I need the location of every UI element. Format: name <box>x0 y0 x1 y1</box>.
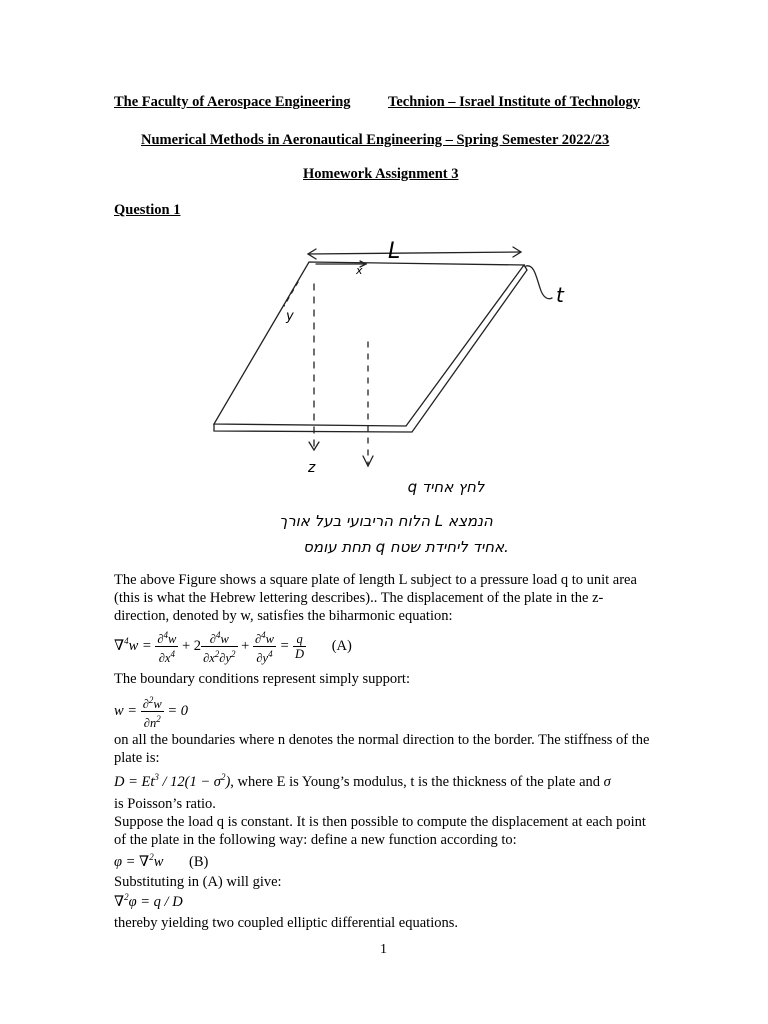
paragraph-procedure: Suppose the load q is constant. It is then possible to compute the displacement at each point of the plate in the following way: define a new function according to: <box>114 814 646 848</box>
label-y: y <box>286 309 294 324</box>
label-z: z <box>308 460 316 476</box>
hebrew-line-1: q לחץ אחיד <box>407 478 485 496</box>
poisson-line: is Poisson’s ratio. <box>114 796 216 812</box>
plate-figure <box>196 236 576 564</box>
faculty-name: The Faculty of Aerospace Engineering <box>114 94 351 110</box>
question-title: Question 1 <box>114 202 181 218</box>
y-axis-line <box>284 282 298 306</box>
equation-A: ∇$^4$w = $\frac{\partial^4w}{\partial x^4}$ + 2 $\frac{\partial^4w}{\partial x^2\partial y^2}$ + $\frac{\partial^4w}{\partial y^4}$ = $\frac{q}{D}$ (A) <box>114 630 352 666</box>
stiffness-line: $D = Et^3 / 12(1 - \sigma^2)$, where E is Young’s modulus, t is the thickness of the plate and σ <box>114 772 611 790</box>
label-t: t <box>556 283 564 307</box>
equation-A-tag: (A) <box>331 637 352 654</box>
page-number: 1 <box>380 942 387 957</box>
equation-laplace-phi: ∇$^2$φ = q / D <box>114 892 183 910</box>
plate-thickness-edge <box>214 265 527 432</box>
paragraph-boundary: The boundary conditions represent simply support: <box>114 671 410 687</box>
paragraph-intro: The above Figure shows a square plate of length L subject to a pressure load q to unit area (this is what the Hebrew lettering describes).. The displacement of the plate in the z-direction, denoted by w, satisfies the biharmonic equation: <box>114 572 637 624</box>
thickness-leader <box>526 266 552 299</box>
L-dimension-line <box>308 252 521 254</box>
plate-top-face <box>214 262 524 426</box>
equation-B: φ = ∇$^2$w (B) <box>114 852 209 870</box>
paragraph-stiffness: on all the boundaries where n denotes the normal direction to the border. The stiffness of the plate is: <box>114 732 650 766</box>
equation-B-tag: (B) <box>188 853 209 870</box>
label-x: x <box>356 264 363 277</box>
assignment-title: Homework Assignment 3 <box>303 166 459 182</box>
hebrew-line-2: הלוח הריבועי בעל אורך L הנמצא <box>279 512 493 530</box>
label-L: L <box>388 239 401 264</box>
stiffness-equation: $D = Et^3 / 12(1 - \sigma^2)$ <box>114 772 231 790</box>
paragraph-conclusion: thereby yielding two coupled elliptic differential equations. <box>114 915 459 931</box>
boundary-condition: w = $\frac{\partial^2w}{\partial n^2}$ = 0 <box>114 695 189 731</box>
institute-name: Technion – Israel Institute of Technology <box>388 94 641 110</box>
paragraph-substituting: Substituting in (A) will give: <box>114 874 282 890</box>
hebrew-line-3: תחת עומס q אחיד ליחידת שטח. <box>303 538 509 556</box>
course-title: Numerical Methods in Aeronautical Engineering – Spring Semester 2022/23 <box>141 132 610 148</box>
